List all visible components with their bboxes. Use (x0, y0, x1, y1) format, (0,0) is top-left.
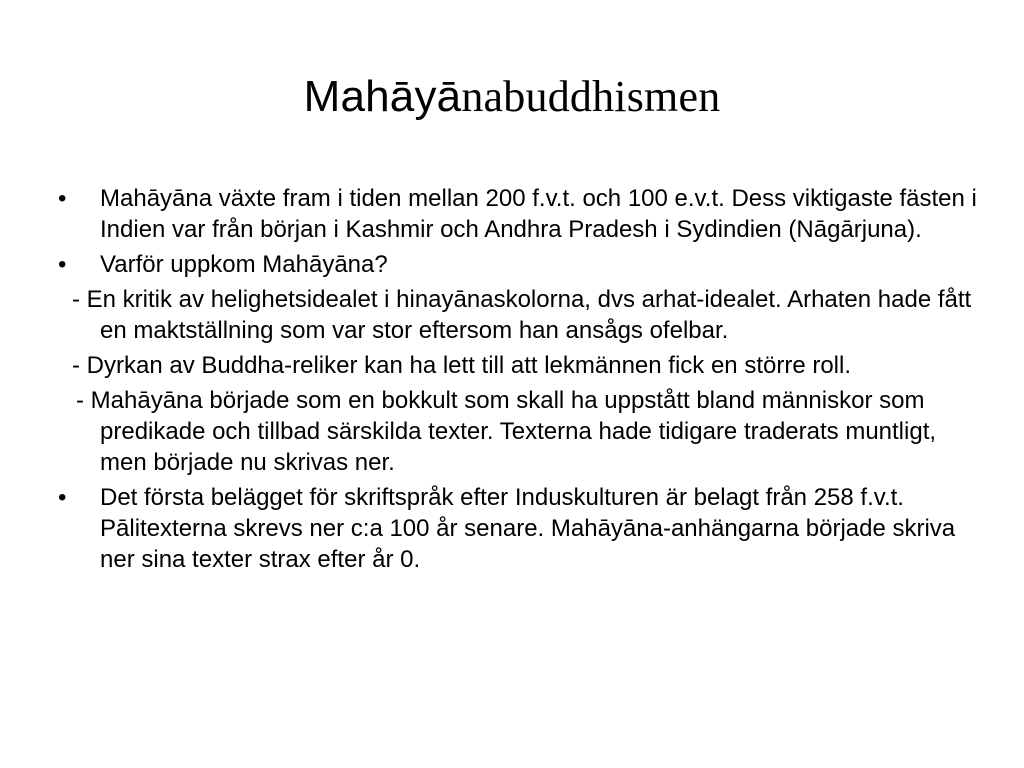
bullet-text: Mahāyāna växte fram i tiden mellan 200 f.v.t. och 100 e.v.t. Dess viktigaste fästen i Indien var från början i Kashmir och Andhra Pradesh i Sydindien (Nāgārjuna). (100, 185, 977, 243)
slide-title-part-2: nabuddhismen (461, 72, 721, 121)
slide-title-part-1: Mahāyā (303, 72, 462, 121)
sub-item-3 (58, 385, 978, 478)
sub-item-1 (58, 284, 978, 346)
bullet-text: Det första belägget för skriftspråk efter Induskulturen är belagt från 258 f.v.t. Pālitexterna skrevs ner c:a 100 år senare. Mahāyāna-anhängarna började skriva ner sina texter strax efter år 0. (100, 484, 956, 573)
slide-body (58, 183, 978, 579)
sub-item-text: - Dyrkan av Buddha-reliker kan ha lett till att lekmännen fick en större roll. (72, 352, 852, 379)
bullet-marker: • (58, 251, 67, 278)
bullet-text: Varför uppkom Mahāyāna? (100, 251, 388, 278)
bullet-marker: • (58, 185, 67, 212)
slide-title (0, 70, 1024, 124)
bullet-item-3 (58, 482, 978, 575)
sub-item-text: - Mahāyāna började som en bokkult som skall ha uppstått bland människor som predikade och tillbad särskilda texter. Texterna hade tidigare traderats muntligt, men började nu skrivas ner. (76, 387, 937, 476)
bullet-item-1 (58, 183, 978, 245)
sub-item-2 (58, 350, 978, 381)
bullet-item-2 (58, 249, 978, 280)
sub-item-text: - En kritik av helighetsidealet i hinayānaskolorna, dvs arhat-idealet. Arhaten hade fått en maktställning som var stor eftersom han ansågs ofelbar. (72, 286, 972, 344)
bullet-marker: • (58, 484, 67, 511)
